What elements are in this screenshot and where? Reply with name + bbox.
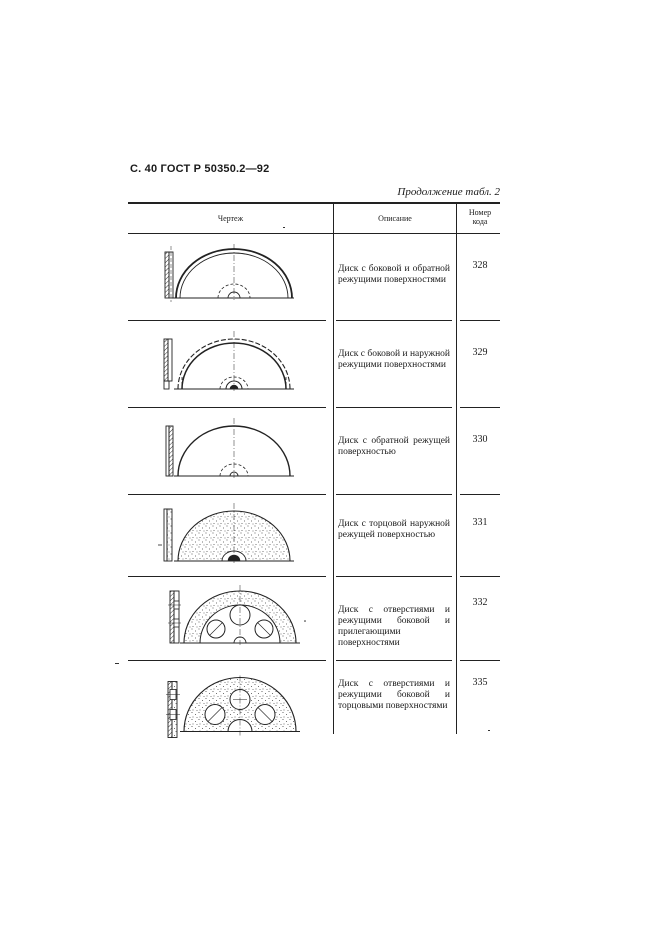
row-rule [128, 407, 326, 408]
print-speck [283, 227, 285, 228]
row-code: 331 [472, 517, 488, 528]
table-row [128, 497, 500, 581]
row-code: 330 [472, 434, 488, 445]
print-speck [115, 663, 119, 664]
disc-back-cutting-icon [128, 410, 333, 494]
print-speck [488, 730, 490, 731]
disc-side-outer-cutting-icon [128, 323, 333, 407]
row-description: Диск с отверстиями и режущими боковой и прилегающими поверхностями [338, 605, 450, 648]
row-rule [336, 494, 452, 495]
row-code: 332 [472, 597, 488, 608]
row-rule [128, 494, 326, 495]
table-row [128, 236, 500, 320]
page-header: С. 40 ГОСТ Р 50350.2—92 [130, 163, 270, 175]
column-header-description: Описание [378, 214, 412, 223]
column-header-drawing: Чертеж [217, 214, 244, 223]
disc-holes-side-adjacent-icon [128, 579, 333, 663]
disc-holes-side-face-icon [128, 663, 333, 747]
table-row [128, 663, 500, 734]
table-continuation-label: Продолжение табл. 2 [397, 186, 500, 198]
row-rule [460, 407, 500, 408]
row-description: Диск с торцовой наружной режущей поверхностью [338, 519, 450, 540]
row-code: 329 [472, 347, 488, 358]
table-row [128, 323, 500, 407]
row-rule [128, 320, 326, 321]
row-description: Диск с обратной режущей поверхностью [338, 436, 450, 457]
row-rule [336, 407, 452, 408]
header-rule [128, 233, 500, 234]
row-rule [336, 320, 452, 321]
row-description: Диск с боковой и обратной режущими поверхностями [338, 264, 450, 285]
disc-side-back-cutting-icon [128, 236, 333, 320]
row-code: 328 [472, 260, 488, 271]
code-table [128, 202, 500, 734]
column-header-code: Номер кода [468, 208, 492, 226]
row-code: 335 [472, 677, 488, 688]
table-row [128, 410, 500, 494]
disc-face-outer-cutting-icon [128, 497, 333, 581]
table-top-rule [128, 202, 500, 204]
row-description: Диск с боковой и наружной режущими поверхностями [338, 349, 450, 370]
row-description: Диск с отверстиями и режущими боковой и торцовыми поверхностями [338, 679, 450, 711]
table-row [128, 579, 500, 663]
row-rule [460, 320, 500, 321]
row-rule [460, 494, 500, 495]
